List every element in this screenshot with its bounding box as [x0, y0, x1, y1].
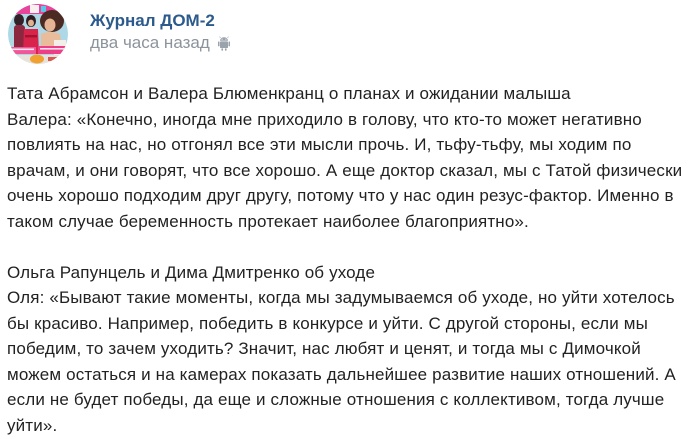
post-header [0, 0, 700, 64]
post-section [7, 260, 694, 439]
post-section [7, 81, 694, 234]
post-timestamp[interactable]: два часа назад [90, 33, 210, 52]
android-icon [217, 36, 231, 51]
section-quote: Валера: «Конечно, иногда мне приходило в голову, что кто-то может негативно повлиять на нас, но отгонял все эти мысли прочь. И, тьфу-тьфу, мы ходим по врачам, и они говорят, что все хорошо. А еще доктор сказал, мы с Татой физически очень хорошо подходим друг другу, потому что у нас один резус-фактор. Именно в таком случае беременность протекает наиболее благоприятно». [7, 109, 683, 231]
section-heading: Ольга Рапунцель и Дима Дмитренко об уходе [7, 262, 376, 282]
post-meta [90, 32, 231, 54]
avatar[interactable] [8, 4, 68, 64]
author-link[interactable]: Журнал ДОМ-2 [90, 11, 215, 30]
post-text [0, 81, 694, 438]
avatar-image [8, 4, 68, 64]
section-heading: Тата Абрамсон и Валера Блюменкранц о планах и ожидании малыша [7, 84, 571, 103]
section-quote: Оля: «Бывают такие моменты, когда мы задумываемся об уходе, но уйти хотелось бы красиво. Например, победить в конкурсе и уйти. С другой стороны, если мы победим, то зачем уходить? Значит, нас любят и ценят, и тогда мы с Димочкой можем остаться и на камерах показать дальнейшее развитие наших отношений. А если не будет победы, да еще и сложные отношения с коллективом, тогда лучше уйти». [7, 288, 676, 435]
